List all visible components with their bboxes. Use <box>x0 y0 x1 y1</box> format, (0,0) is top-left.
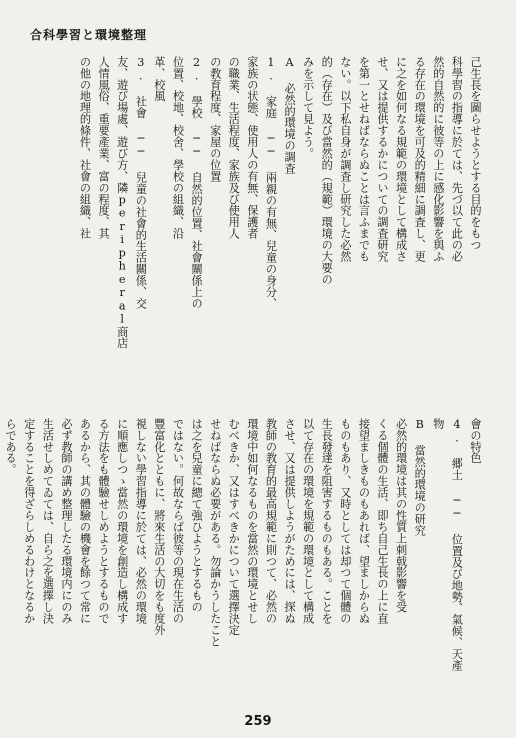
text-line: 生活せしめてゐては、自ら之を選擇し決 <box>41 418 55 625</box>
text-line: 4. 郷土 ── 位置及び地勢、氣候、天產 <box>450 418 464 672</box>
text-line <box>0 418 1 708</box>
text-line: 必ず教師の講め整理したる環境内にのみ <box>59 418 73 625</box>
text-line: 2. 學校 ── 自然的位置、社會關係上の <box>190 56 204 310</box>
lower-text-block <box>4 418 484 708</box>
text-line: ではない。何故ならば彼等の現在生活の <box>171 418 185 625</box>
text-line: 家族の状態、使用人の有無、保護者 <box>245 56 259 240</box>
text-line: あるから、其の體驗の機會を餘つて常に <box>78 418 92 625</box>
text-line: せねばならぬ必要がある。勿論かうしたこと <box>208 418 222 647</box>
text-line: 友、遊び場處、遊び方、隣peripheral商店 <box>115 56 129 349</box>
text-line: ない。以下私自身が調査し研究した必然 <box>338 56 352 263</box>
text-line: 會の特色 <box>469 418 482 464</box>
text-line: 視しない學習指導に於ては、必然の環境 <box>134 418 148 625</box>
text-line: 以て存在の環境を規範の環境として構成 <box>301 418 315 625</box>
text-line: 人情風俗、重要產業、富の程度、其 <box>97 56 111 240</box>
text-line: 環境中如何なるものを當然の環境とせし <box>245 418 259 625</box>
text-line: 1. 家庭 ── 兩親の有無、兒童の身分、 <box>264 56 278 310</box>
text-line: の職業、生活程度、家族及び使用人 <box>227 56 241 240</box>
text-line: みを示して見よう。 <box>301 56 315 160</box>
text-line: 己生長を圖らせようとする目的をもつ <box>469 56 482 251</box>
text-line: くる個體の生活、即ち自己生長の上に直 <box>376 418 390 625</box>
text-line: A 必然的環境の調査 <box>283 56 297 175</box>
upper-text-block <box>36 56 484 396</box>
text-line: 物 <box>431 418 445 430</box>
text-line: 位置、校地、校舍、學校の組織、沿 <box>171 56 185 240</box>
text-line: 科學習の指導に於ては、先づ以て此の必 <box>450 56 464 263</box>
text-line: に之を如何なる規範の環境として構成さ <box>394 56 408 263</box>
running-header: 合科學習と環境整理 <box>30 28 148 42</box>
text-line: らである。 <box>4 418 18 476</box>
text-line: 接望ましきものもあれば、望ましからぬ <box>357 418 371 625</box>
text-line: 定することを得ざらしめるわけとなるか <box>22 418 36 625</box>
text-line: を第一とせねばならぬことは言ふまでも <box>357 56 371 263</box>
text-line: る存在の環境を可及的精細に調査し、更 <box>413 56 427 263</box>
text-line: に順應しつゝ當然の環境を創造し構成す <box>115 418 129 625</box>
text-line: 然的自然的に彼等の上に感化影響を與ふ <box>431 56 445 263</box>
text-line: 3. 社會 ── 兒童の社會的生活關係、交 <box>134 56 148 310</box>
text-line: の他の地理的條件、社會の組織、社 <box>78 56 92 240</box>
text-line: 生長發達を阻害するものもある。ことを <box>320 418 334 625</box>
text-line: 革、校風 <box>152 56 166 102</box>
text-line: 必然的環境は其の性質上刺戟影響を受 <box>394 418 408 613</box>
page-number: 259 <box>244 714 272 729</box>
text-line: は之を兒童に總て強ひようとするもの <box>190 418 204 613</box>
text-line: 豐富化とともに、將來生活の大切をも度外 <box>152 418 166 636</box>
text-line: る方法をも體驗せしめようとするもので <box>97 418 111 625</box>
text-line: 的（存在）及び當然的（規範）環境の大要の <box>320 56 334 285</box>
text-line: ものもあり、又時としては却つて個體の <box>338 418 352 625</box>
text-line: むべきか、又はすべきかについて選擇決定 <box>227 418 241 636</box>
text-line: 教師の教育的最高規範に則つて、必然の <box>264 418 278 625</box>
text-line: させ、又は提供しようがためには、探ぬ <box>283 418 297 625</box>
text-line: せ、又は提供するかについての調査研究 <box>376 56 390 263</box>
text-line: の教育程度、家屋の位置 <box>208 56 222 182</box>
text-line: B 當然的環境の研究 <box>413 418 427 537</box>
